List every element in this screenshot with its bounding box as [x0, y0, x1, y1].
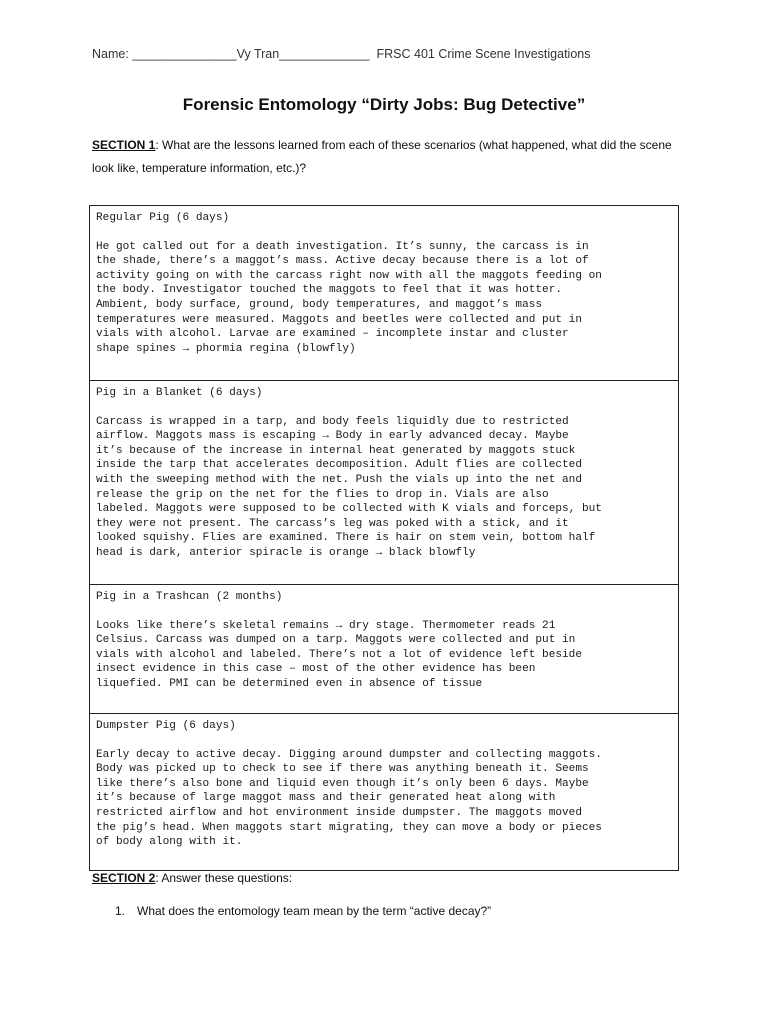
scenario-pig-in-blanket [90, 380, 678, 584]
scenario-title: Pig in a Trashcan (2 months) [96, 591, 283, 603]
scenario-line: release the grip on the net for the flies to drop in. Vials are also [96, 488, 549, 501]
header-line: Name: _______________Vy Tran_____________ FRSC 401 Crime Scene Investigations [92, 47, 591, 61]
section1-prompt [92, 134, 682, 180]
scenario-table [89, 205, 679, 871]
scenario-line: they were not present. The carcass’s leg was poked with a stick, and it [96, 517, 569, 530]
question-text: What does the entomology team mean by the term “active decay?” [137, 904, 492, 918]
scenario-line: restricted airflow and hot environment inside dumpster. The maggots moved [96, 806, 582, 819]
question-number: 1. [115, 904, 126, 918]
question-item [115, 901, 491, 921]
scenario-body [96, 415, 672, 561]
scenario-line: He got called out for a death investigation. It’s sunny, the carcass is in [96, 240, 589, 253]
scenario-line: Body was picked up to check to see if there was anything beneath it. Seems [96, 763, 589, 776]
scenario-line: airflow. Maggots mass is escaping → Body in early advanced decay. Maybe [96, 430, 569, 443]
scenario-line: Ambient, body surface, ground, body temperatures, and maggot’s mass [96, 298, 543, 311]
scenario-line: like there’s also bone and liquid even though it’s only been 6 days. Maybe [96, 777, 589, 790]
scenario-title: Regular Pig (6 days) [96, 212, 230, 224]
scenario-line: head is dark, anterior spiracle is orange → black blowfly [96, 546, 476, 559]
scenario-line: inside the tarp that accelerates decomposition. Adult flies are collected [96, 459, 582, 472]
scenario-line: labeled. Maggots were supposed to be collected with K vials and forceps, but [96, 503, 602, 516]
scenario-line: Carcass is wrapped in a tarp, and body feels liquidly due to restricted [96, 415, 569, 428]
scenario-line: liquefied. PMI can be determined even in absence of tissue [96, 677, 483, 690]
document-title: Forensic Entomology “Dirty Jobs: Bug Detective” [182, 95, 586, 114]
scenario-body [96, 240, 672, 357]
scenario-line: looked squishy. Flies are examined. There is hair on stem vein, bottom half [96, 532, 596, 545]
scenario-line: activity going on with the carcass right now with all the maggots feeding on [96, 269, 602, 282]
section1-label: SECTION 1 [92, 138, 156, 152]
scenario-line: of body along with it. [96, 836, 243, 849]
scenario-line: with the sweeping method with the net. Push the vials up into the net and [96, 473, 582, 486]
scenario-title: Dumpster Pig (6 days) [96, 720, 236, 732]
scenario-line: shape spines → phormia regina (blowfly) [96, 342, 356, 355]
section1-text: : What are the lessons learned from each of these scenarios (what happened, what did the scene look like, temperature information, etc.)? [92, 138, 672, 175]
section2-text: : Answer these questions: [155, 871, 293, 885]
scenario-title: Pig in a Blanket (6 days) [96, 387, 263, 399]
scenario-regular-pig [90, 206, 678, 380]
scenario-body [96, 619, 672, 692]
section2-heading [92, 868, 292, 888]
scenario-line: insect evidence in this case – most of the other evidence has been [96, 663, 536, 676]
scenario-line: vials with alcohol. Larvae are examined – incomplete instar and cluster [96, 328, 569, 341]
scenario-line: the shade, there’s a maggot’s mass. Active decay because there is a lot of [96, 255, 589, 268]
scenario-dumpster-pig [90, 713, 678, 870]
scenario-body [96, 748, 672, 850]
scenario-line: Celsius. Carcass was dumped on a tarp. Maggots were collected and put in [96, 634, 576, 647]
scenario-line: it’s because of large maggot mass and their generated heat along with [96, 792, 556, 805]
scenario-line: the pig’s head. When maggots start migrating, they can move a body or pieces [96, 821, 602, 834]
scenario-pig-in-trashcan [90, 584, 678, 713]
scenario-line: vials with alcohol and labeled. There’s not a lot of evidence left beside [96, 648, 582, 661]
section2-label: SECTION 2 [92, 871, 156, 885]
scenario-line: Looks like there’s skeletal remains → dry stage. Thermometer reads 21 [96, 619, 556, 632]
scenario-line: temperatures were measured. Maggots and beetles were collected and put in [96, 313, 582, 326]
question-list [115, 901, 491, 921]
scenario-line: it’s because of the increase in internal heat generated by maggots stuck [96, 444, 576, 457]
scenario-line: the body. Investigator touched the maggots to feel that it was hotter. [96, 284, 563, 297]
scenario-line: Early decay to active decay. Digging around dumpster and collecting maggots. [96, 748, 602, 761]
